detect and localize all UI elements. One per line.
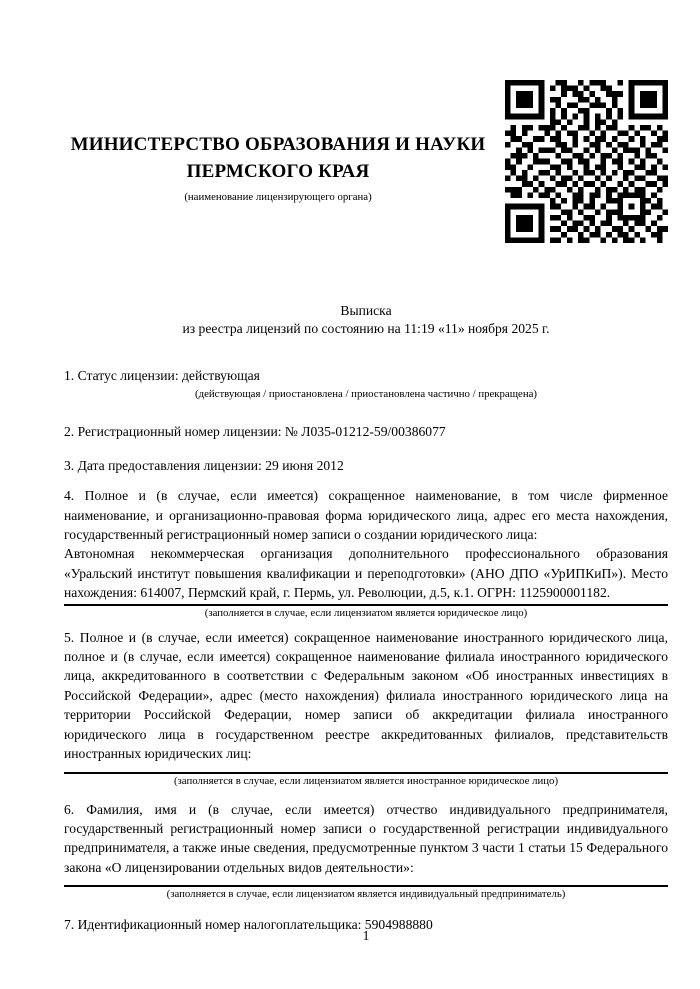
- license-status-line: 1. Статус лицензии: действующая: [64, 368, 260, 383]
- foreign-entity-intro: 5. Полное и (в случае, если имеется) сокращенное наименование иностранного юридического лица, полное и (в случае, если имеется) сокращенное наименование филиала иностранного юридического лица, аккредитованного в соответствии с Федеральным законом «Об иностранных инвестициях в Российской Федерации», адрес (место нахождения) филиала иностранного юридического лица на территории Российской Федерации, номер записи об аккредитации филиала иностранного юридического лица в государственном реестре аккредитованных филиалов, представительств иностранных юридических лиц:: [64, 629, 668, 762]
- taxpayer-id-line: 7. Идентификационный номер налогоплательщика: 5904988880: [64, 917, 433, 933]
- document-title: [64, 302, 668, 337]
- legal-entity-value: Автономная некоммерческая организация дополнительного профессионального образования «Уральский институт повышения квалификации и переподготовки» (АНО ДПО «УрИПКиП»). Место нахождения: 614007, Пермский край, г. Пермь, ул. Революции, д.5, к.1. ОГРН: 1125900001182.: [64, 546, 668, 601]
- qr-code: [505, 80, 668, 243]
- page-number: 1: [362, 928, 370, 943]
- foreign-entity-note: (заполняется в случае, если лицензиатом является иностранное юридическое лицо): [173, 774, 559, 787]
- ministry-name: [64, 131, 492, 185]
- individual-entrepreneur-rule: [64, 885, 668, 887]
- authority-caption: (наименование лицензирующего органа): [184, 191, 372, 203]
- legal-entity-rule: [64, 604, 668, 606]
- licensing-authority-header: [64, 131, 492, 204]
- document-body: [64, 366, 668, 935]
- registration-number-line: 2. Регистрационный номер лицензии: № Л035-01212-59/00386077: [64, 424, 446, 440]
- individual-entrepreneur-note: (заполняется в случае, если лицензиатом является индивидуальный предприниматель): [166, 888, 566, 901]
- legal-entity-note: (заполняется в случае, если лицензиатом является юридическое лицо): [204, 606, 528, 619]
- ministry-name-line1: МИНИСТЕРСТВО ОБРАЗОВАНИЯ И НАУКИ: [70, 134, 486, 155]
- foreign-entity-rule: [64, 772, 668, 774]
- ministry-name-line2: ПЕРМСКОГО КРАЯ: [186, 161, 370, 182]
- document-title-line1: Выписка: [340, 303, 392, 318]
- document-title-line2: из реестра лицензий по состоянию на 11:19 «11» ноября 2025 г.: [182, 320, 550, 336]
- license-status-options-note: (действующая / приостановлена / приостановлена частично / прекращена): [195, 388, 537, 401]
- legal-entity-intro: 4. Полное и (в случае, если имеется) сокращенное наименование, в том числе фирменное наименование, и организационно-правовая форма юридического лица, адрес его места нахождения, государственный регистрационный номер записи о создании юридического лица:: [64, 488, 668, 543]
- license-grant-date-line: 3. Дата предоставления лицензии: 29 июня 2012: [64, 457, 344, 473]
- individual-entrepreneur-intro: 6. Фамилия, имя и (в случае, если имеется) отчество индивидуального предпринимателя, государственный регистрационный номер записи о государственной регистрации индивидуального предпринимателя, а также иные сведения, предусмотренные пунктом 3 части 1 статьи 15 Федерального закона «О лицензировании отдельных видов деятельности»:: [64, 801, 668, 875]
